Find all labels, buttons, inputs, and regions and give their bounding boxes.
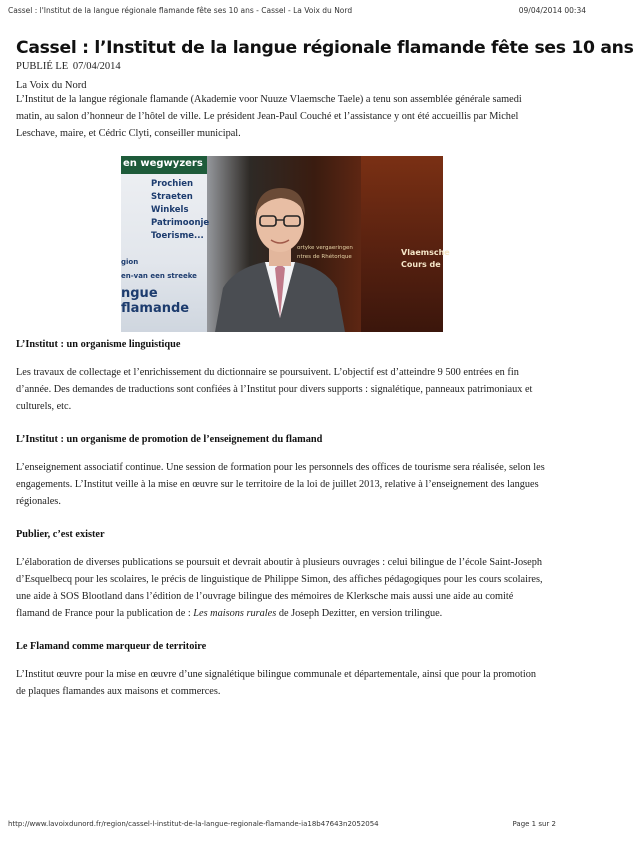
- print-footer: [8, 820, 556, 832]
- print-header-timestamp: 09/04/2014 00:34: [518, 6, 586, 15]
- published-line: [16, 61, 548, 72]
- article-intro: L’Institut de la langue régionale flamande (Akademie voor Nuuze Vlaemsche Taele) a tenu son assemblée générale samedi matin, au salon d’honneur de l’hôtel de ville. Le président Jean-Paul Couché et l’assistance y ont été accueillis par Michel Leschave, maire, et Cédric Clyti, conseiller municipal.: [16, 94, 522, 139]
- article-photo: [121, 156, 450, 332]
- section-text: L’Institut œuvre pour la mise en œuvre d’une signalétique bilingue communale et départementale, ainsi que pour la promotion de plaques flamandes aux maisons et commerces.: [16, 669, 537, 697]
- signboard-words: Prochien Straeten Winkels Patrimoonje Toerisme...: [151, 179, 210, 241]
- article-source: La Voix du Nord: [16, 80, 87, 91]
- person-portrait: [195, 168, 365, 332]
- print-header-title: Cassel : l'Institut de la langue régionale flamande fête ses 10 ans - Cassel - La Voix du Nord: [8, 6, 353, 15]
- signboard-banner: en wegwyzers: [121, 156, 207, 174]
- section-heading: Le Flamand comme marqueur de territoire: [16, 641, 207, 652]
- article: [16, 38, 634, 700]
- signboard-bottom-text: gion en-van een streeke ngue flamande: [121, 258, 197, 316]
- page-url: http://www.lavoixdunord.fr/region/cassel-l-institut-de-la-langue-regionale-flamande-ia18b47643n2052054: [8, 820, 379, 828]
- published-date: 07/04/2014: [72, 61, 121, 72]
- section-heading: L’Institut : un organisme linguistique: [16, 339, 181, 350]
- article-title: Cassel : l’Institut de la langue régionale flamande fête ses 10 ans: [16, 38, 634, 58]
- print-header: [8, 6, 586, 20]
- section-text: L’élaboration de diverses publications se poursuit et devrait aboutir à plusieurs ouvrages : celui bilingue de l’école Saint-Joseph d’Esquelbecq pour les scolaires, le précis de linguistique de Philippe Simon, des affiches pédagogiques pour les cours scolaires, une aide à SOS Blootland dans l’édition de l’ouvrage bilingue des mémoires de Klerksche mais aussi une aide au comité flamand de France pour la publication de : Les maisons rurales de Joseph Dezitter, en version trilingue.: [16, 557, 543, 619]
- section-heading: Publier, c’est exister: [16, 529, 105, 540]
- page-number: Page 1 sur 2: [512, 820, 556, 828]
- section-text: Les travaux de collectage et l’enrichissement du dictionnaire se poursuivent. L’objectif est d’atteindre 9 500 entrées en fin d’année. Des demandes de traductions sont confiées à l’Institut pour divers supports : signalétique, panneaux patrimoniaux et culturels, etc.: [16, 367, 533, 412]
- section-text: L’enseignement associatif continue. Une session de formation pour les personnels des offices de tourisme sera réalisée, selon les engagements. L’Institut veille à la mise en œuvre sur le territoire de la loi de juillet 2013, relative à l’enseignement des langues régionales.: [16, 462, 545, 507]
- section-heading: L’Institut : un organisme de promotion de l’enseignement du flamand: [16, 434, 323, 445]
- backdrop-text: ortyke vergaeringen ntres de Rhétorique: [297, 245, 353, 260]
- book-title: Les maisons rurales: [193, 608, 277, 619]
- published-label: PUBLIÉ LE: [16, 61, 69, 72]
- backdrop-banner: Vlaemsche Cours de: [361, 156, 443, 332]
